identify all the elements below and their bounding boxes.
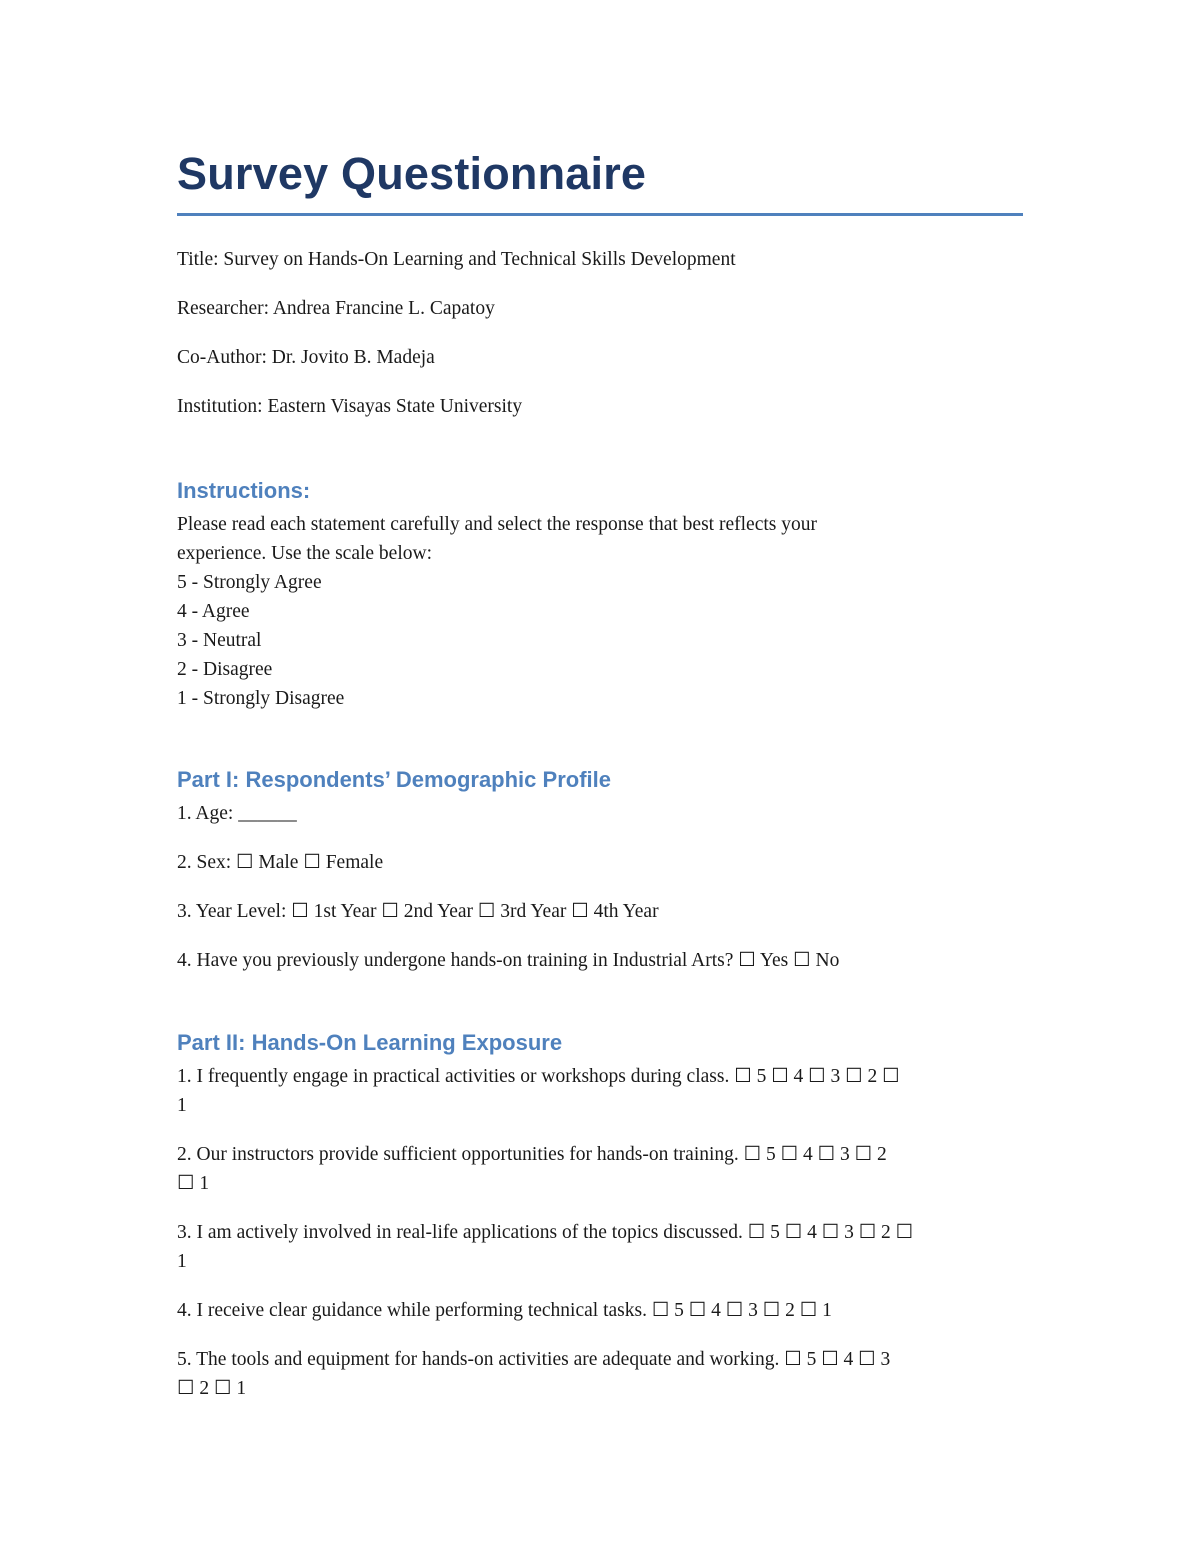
researcher-line: Researcher: Andrea Francine L. Capatoy	[177, 297, 495, 319]
exposure-item-line: ☐ 1	[177, 1172, 210, 1194]
exposure-item-4	[177, 1296, 1023, 1325]
part2-heading: Part II: Hands-On Learning Exposure	[177, 1029, 563, 1055]
scale-item: 3 - Neutral	[177, 629, 262, 651]
exposure-item-line: 3. I am actively involved in real-life applications of the topics discussed. ☐ 5 ☐ 4 ☐ 3 ☐ 2 ☐	[177, 1221, 914, 1243]
exposure-item-3	[177, 1218, 1023, 1276]
exposure-item-line: 1. I frequently engage in practical activities or workshops during class. ☐ 5 ☐ 4 ☐ 3 ☐ 2 ☐	[177, 1065, 900, 1087]
demographic-item-prior-training: 4. Have you previously undergone hands-on training in Industrial Arts? ☐ Yes ☐ No	[177, 949, 840, 971]
scale-item: 1 - Strongly Disagree	[177, 687, 345, 709]
exposure-item-2	[177, 1140, 1023, 1198]
exposure-item-5	[177, 1345, 1023, 1403]
coauthor-line: Co-Author: Dr. Jovito B. Madeja	[177, 346, 435, 368]
document-page	[177, 140, 1023, 1403]
demographic-item-year-level: 3. Year Level: ☐ 1st Year ☐ 2nd Year ☐ 3rd Year ☐ 4th Year	[177, 900, 659, 922]
title-divider	[177, 213, 1023, 216]
exposure-item-line: 4. I receive clear guidance while performing technical tasks. ☐ 5 ☐ 4 ☐ 3 ☐ 2 ☐ 1	[177, 1299, 832, 1321]
demographic-item-age: 1. Age: ______	[177, 802, 297, 824]
scale-item: 5 - Strongly Agree	[177, 571, 322, 593]
exposure-item-line: ☐ 2 ☐ 1	[177, 1377, 247, 1399]
part1-heading: Part I: Respondents’ Demographic Profile	[177, 766, 611, 792]
survey-title-line: Title: Survey on Hands-On Learning and Technical Skills Development	[177, 248, 736, 270]
exposure-item-line: 1	[177, 1250, 187, 1272]
document-title: Survey Questionnaire	[177, 148, 647, 199]
instructions-body	[177, 510, 1023, 713]
instructions-text-line: Please read each statement carefully and select the response that best reflects your	[177, 513, 817, 535]
institution-line: Institution: Eastern Visayas State University	[177, 395, 523, 417]
exposure-item-line: 1	[177, 1094, 187, 1116]
exposure-item-1	[177, 1062, 1023, 1120]
scale-item: 4 - Agree	[177, 600, 250, 622]
exposure-item-line: 2. Our instructors provide sufficient opportunities for hands-on training. ☐ 5 ☐ 4 ☐ 3 ☐ 2	[177, 1143, 887, 1165]
instructions-text-line: experience. Use the scale below:	[177, 542, 433, 564]
scale-item: 2 - Disagree	[177, 658, 273, 680]
demographic-item-sex: 2. Sex: ☐ Male ☐ Female	[177, 851, 384, 873]
exposure-item-line: 5. The tools and equipment for hands-on activities are adequate and working. ☐ 5 ☐ 4 ☐ 3	[177, 1348, 891, 1370]
instructions-heading: Instructions:	[177, 477, 311, 503]
